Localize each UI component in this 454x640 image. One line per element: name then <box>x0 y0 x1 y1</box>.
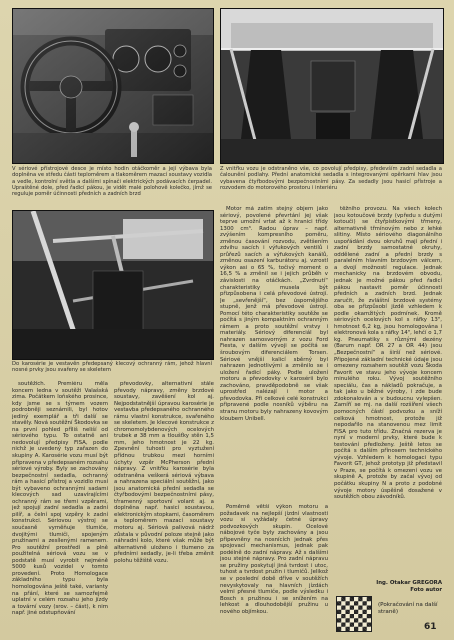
article-column-2 <box>220 206 328 498</box>
interior-illustration <box>221 9 443 163</box>
article-column-1 <box>114 381 214 625</box>
article-column-2b <box>220 504 328 626</box>
paragraph: Poměrně větší výkon motoru a požadavek na nejlepší jízdní vlastnosti vozu si vyžádaly četné úpravy podvozkových skupin. Ocelové nábojové tyče byly zachovány a jsou připevněny na nosnících jednak přes spojovací mechanismus, jednak pak podélně do zadní nápravy. Až s dalšími jsou stejné nápravy. Pro zadní nápravu se pružiny poskytují jiná tvrdost i utoc, tuhost a tvrdost pružin i tlumičů. Jelikož se v poslední době dříve v soutěžích nevyskytovaly na hlavních jízdách velmi přesné tlumiče, podle výsledku i Bosch s pružinou i se snížením na lehkost a dlouhodobější pružinu u nového objímkou. <box>220 504 328 615</box>
dashboard-illustration <box>13 9 213 163</box>
article-column-0 <box>12 381 108 625</box>
roll-cage-illustration <box>13 211 213 359</box>
paragraph: těžního provozu. Na všech kolech jsou kotoučové brzdy (vpředu s dutými kotouči) se čtyřpístkovými třmeny, alternativně třmínovým nebo z lehké slitiny. Místo sériového diagonálního uspořádání dvou okruhů mají přední i zadní brzdy samostatné okruhy, oddělené zadní a přední brzdy s paralelním hlavním brzdovým válcem, a dvojí možností regulace. Jednak mechanicky na brzdovém obvodu, jednak je možné pákou před řadicí pákou nastavit poměr účinnosti předních a zadních brzd. Jednak zaručit, že zvláštní brzdové systémy oba se přizpůsobí jízdě vzhledem k podle okamžitých podmínek. Kromě sériových ocelových kol s ráfky 13", hmotnost 6,2 kg, jsou homologována i elektronová kola s ráfky 14", lehčí o 1,7 kg. Pneumatiky s různými dezény (Barum např. OR 27 a OR 44) jsou „Bezpečnostní“ a širší než sériové. Připojené základní technické údaje jsou omezeny rozsahem soutěží vozu Škoda Favorit ve stavu jeho vývoje koncem minulého roku. Vývoj soutěžního speciálu, čas a nákladů pokračuje, a tak jako u běžné výroby, i zde bude zdokonalován a v budoucnu vylepšen. Zamíří se mj. na další rozšíření všech pomocných částí podvozku a sníží celková hmotnost, protože již nepodařilo na stanovenou mez limit FISA pro tuto třídu. Značná rezerva je nyní v moderní prvky, které bude k testování předloženy. Ještě letos se počítá s dalším přínosem technického vývoje. Vzhledem k homologaci typu Favorit GT, jehož prototyp již představil v Praze, se počítá k omezení vozu ve skupině A, protože by začal vývoj od počátku skupiny N a proto z podobné vývoje motory úspěšně dosažené v soutěžích obou závodníků. <box>334 206 442 501</box>
continued-note: (Pokračování na další straně) <box>378 602 438 615</box>
page-number: 61 <box>424 622 437 632</box>
dashboard-caption: V sériové přístrojové desce je místo hodin otáčkoměr a její výbava byla doplněna ve středu části teploměrem a tlakoměrem mazací soustavy vozidla a vedle, kontrolní světla a dalšími spínači elektrických podávacích čerpadel. Upraštěné dole, před řadicí pákou, je vidět malé polohově kolečko, jímž se reguluje poměr účinnosti předních a zadních brzd <box>12 166 212 198</box>
paragraph: převodovky, alternativní stále převody nápravy, změny brzdové soustavy, zavěšení kol aj. Nejpodstatnější úpravou karosérie je vestavba předepsaného ochranného rámu vlastní konstrukce, svařeného se skeletem. Je klecové konstrukce z chromomolybdenových ocelových trubek ø 38 mm a tloušťky stěn 1,5 mm, jeho hmotnost je 22 kg. Zpevnění tuhosti pro vyztužení přídnou trubkou mezi horními úchyty vzpěr McPherson přední nápravy. Z vnitřku karosérie byla odstraněna veškerá sériová výbava a nahrazena speciální soutěžní, jako jsou anatomická přední sedadla se čtyřbodovými bezpečnostními pásy, třramenný sportovní volant aj. a doplněna např. hasicí soustavou, elektronickým stopkami, časoměrem a teploměrem mazací soustavy motoru aj. Sériová palivová nádrž zůstala v původní poloze stejně jako náhradní kolo, které však může být alternativně uloženo i tlumeno za předními sedadly, je-li třeba změnit polohu těžiště vozu. <box>114 381 214 564</box>
dashboard-photo <box>12 8 214 164</box>
paragraph: Motor má zatím stejný objem jako sériový, povolené převrtání jej však teprve umožní vrtat až k hranici třídy 1300 cm³. Radou úprav – např. zvýšením kompresního poměru, změnou časování rozvodu, zvětšením zdvihu sacích i výfukových ventilů i průřezů sacích a výfukových kanálů, změnou osazení karburátoru aj. vzrostl výkon asi o 65 %, točivý moment o 16,5 % a změnil se i jejich průběh v závislosti na otáčkách. „Zvrdnutí“ charakteristiky musela být přizpůsobena i celá převodové ústrojí. Je „sevřenější“, bez úspornějšího stupně, jenž má převodové ústrojí. Pomocí této charakteristiky soutěže se počítá s jiným kompaktním ochranným rámem a proto soutěžní vrstvy i materiály. Sériový diferenciál byl nahrazen samosvorným z vozu Ford Fiesta, v dalším vývoji se počítá se šroubovým diferenciálem Torsen. Sériové vnější kalicí sběrný byl nahrazen jednotlivými a změnilo se i uložení řadicí páky. Podle uložení motoru a převodovky v karosérii bylo zachováno, pravděpodobně se však uprostřed nalézají i motor a převodovka. Při celkové celé konstrukci připravené podle nosníků výběru na stranu motoru byly nahrazeny kovovým kloubem Unibell. <box>220 206 328 422</box>
roll-cage-caption: Do karosérie je vestavěn předepsaný klecový ochranný rám, jehož hlavní nosné prvky jsou svařeny se skeletem <box>12 361 212 374</box>
roll-cage-photo <box>12 210 214 360</box>
interior-caption: Z vnitřku vozu je odstraněno vše, co povolují předpisy, především zadní sedadla a čalounění podlahy. Přední anatomické sedadla s integrovanými opěrkami hlav jsou vybavena čtyřbodovými bezpečnostními pásy. Za sedadly jsou hasicí přístroje a rozvodem do motorového prostoru i interiéru <box>220 166 442 191</box>
author-name: Ing. Otakar GREGORA <box>376 580 442 586</box>
author-signature <box>334 580 442 593</box>
paragraph: soutěžích. Premiéru měla koncem ledna v soutěži Valašská zima. Počátkem loňského prosince, kdy jsme se s týmem vozem podrobněji seznámili, byl hotov jediný exemplář a tři další se stavěly. Nová soutěžní Škodovka se na první pohled příliš neliší od sériového typu. To ostatně ani nedovolují předpisy FISA, podle nichž je uvedený typ zařazen do skupiny A. Karosérie vozu musí být připravena v předepsaném rozsahu sériové výroby. Byly se zachovány bezpečnostní sedadla, ochranný rám a hasicí přístroj a vozidlo musí být vybaveno ochrannými sadami klecových sad uzavírajícími ochranný rám se třemi vzpěrami, jež spojují zadní sedadla a zadní pilíř, a čelní spoj vzpěry k zadní konstrukci. Sériovou výstroj se současně vyměňuje tlumiče, dvojitými tlumiči, spojeným pružinami a zesílenými ramenem. Pro soutěžní prostředí a plně použitelná sériová vozu se v podstatě musí vyrobit nejméně 5000 kusů vozidel v tomto provedení. Proto Homologace základního typu byla homologována ještě také, varianty na přání, které se samozřejmě uplatní v celém rozsahu jeho jízdy a tovární vozy (srov. – část), k nim např. jiné odstupňování <box>12 381 108 617</box>
checkered-flag-logo <box>336 596 372 632</box>
article-column-3 <box>334 206 442 576</box>
photo-credit: Foto autor <box>410 586 442 593</box>
interior-photo <box>220 8 444 164</box>
